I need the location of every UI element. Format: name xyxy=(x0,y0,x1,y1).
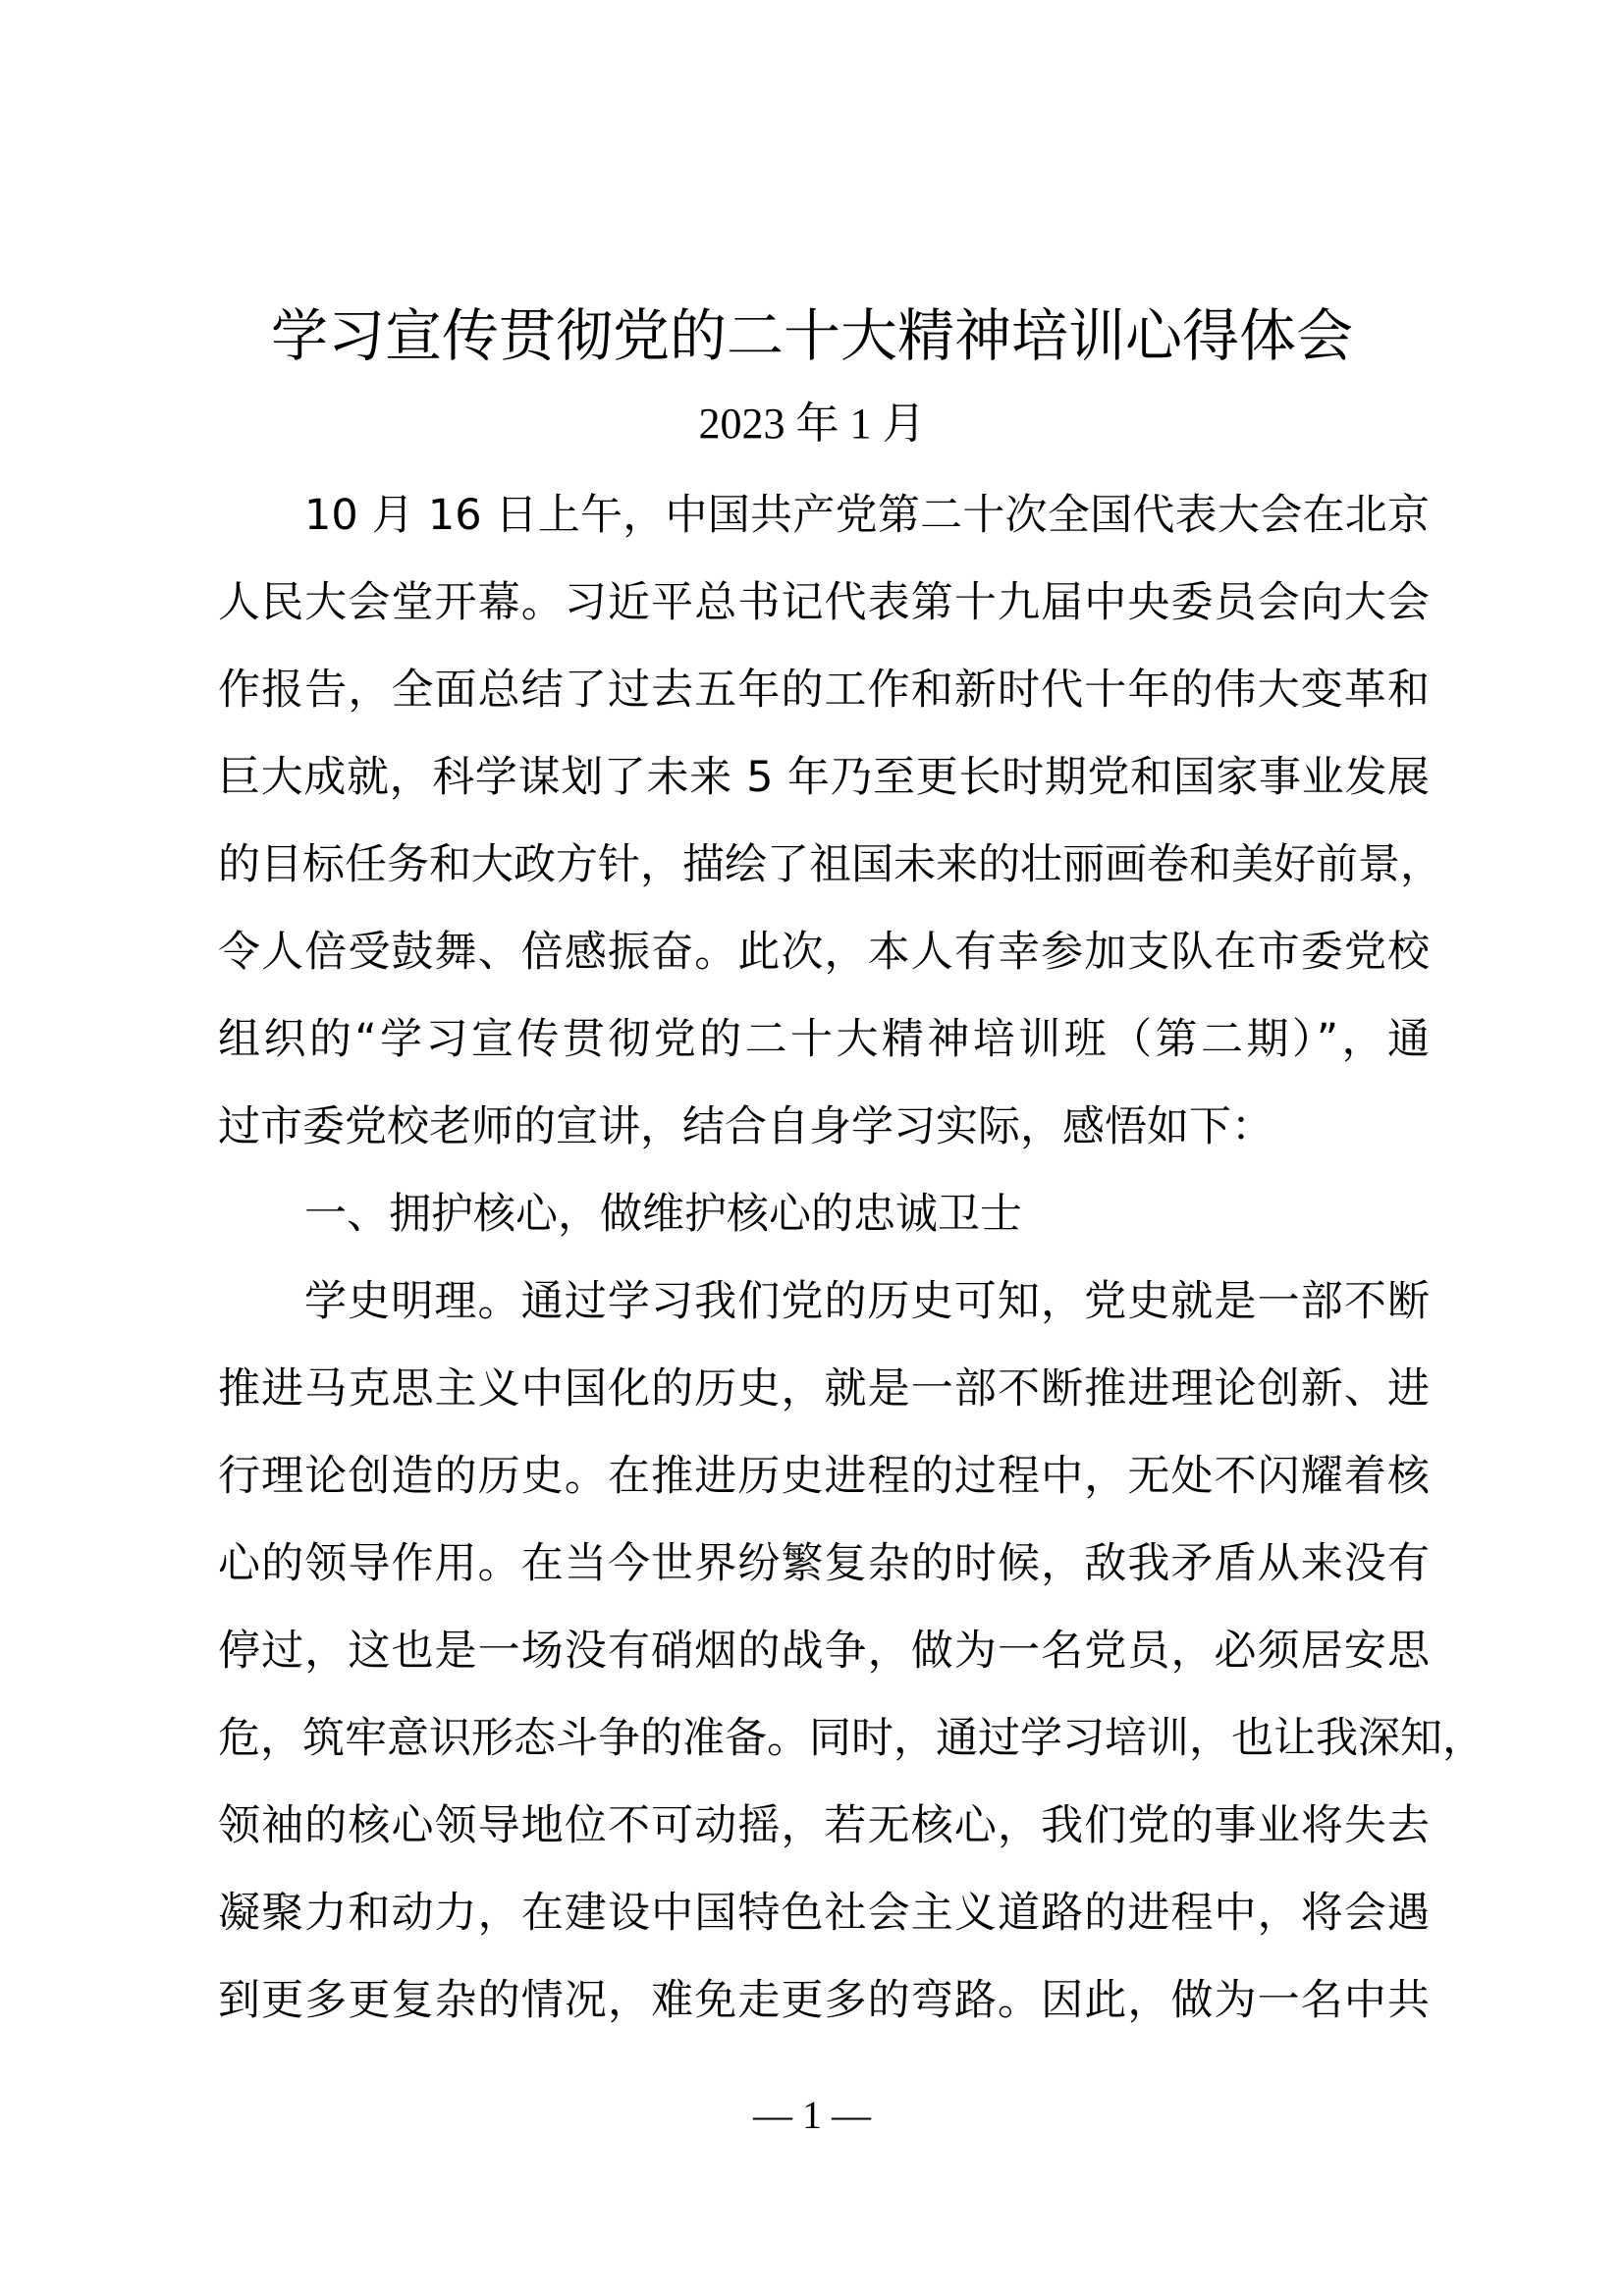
paragraph-line: 到更多更复杂的情况，难免走更多的弯路。因此，做为一名中共 xyxy=(218,1976,1430,2025)
page-number: — 1 — xyxy=(753,2093,871,2137)
paragraph-line: 的目标任务和大政方针，描绘了祖国未来的壮丽画卷和美好前景， xyxy=(218,840,1442,889)
paragraph-line: 凝聚力和动力，在建设中国特色社会主义道路的进程中，将会遇 xyxy=(218,1889,1430,1938)
paragraph-line: 推进马克思主义中国化的历史，就是一部不断推进理论创新、进 xyxy=(218,1364,1430,1414)
document-body xyxy=(218,472,1485,2045)
paragraph-line: 学史明理。通过学习我们党的历史可知，党史就是一部不断 xyxy=(304,1277,1430,1326)
paragraph-line: 心的领导作用。在当今世界纷繁复杂的时候，敌我矛盾从来没有 xyxy=(218,1539,1430,1588)
paragraph-line: 过市委党校老师的宣讲，结合自身学习实际，感悟如下： xyxy=(218,1102,1273,1151)
paragraph-line: 巨大成就，科学谋划了未来 5 年乃至更长时期党和国家事业发展 xyxy=(218,753,1430,802)
paragraph-line: 10 月 16 日上午，中国共产党第二十次全国代表大会在北京 xyxy=(304,491,1430,540)
section-heading: 一、拥护核心，做维护核心的忠诚卫士 xyxy=(304,1190,1022,1239)
paragraph-line: 令人倍受鼓舞、倍感振奋。此次，本人有幸参加支队在市委党校 xyxy=(218,928,1430,977)
paragraph-line: 危，筑牢意识形态斗争的准备。同时，通过学习培训，也让我深知， xyxy=(218,1714,1485,1763)
paragraph-line: 领袖的核心领导地位不可动摇，若无核心，我们党的事业将失去 xyxy=(218,1801,1430,1850)
paragraph-line: 行理论创造的历史。在推进历史进程的过程中，无处不闪耀着核 xyxy=(218,1452,1430,1501)
paragraph-line: 组织的“学习宣传贯彻党的二十大精神培训班（第二期）”，通 xyxy=(218,1015,1430,1064)
document-date: 2023 年 1 月 xyxy=(698,400,926,448)
paragraph-line: 作报告，全面总结了过去五年的工作和新时代十年的伟大变革和 xyxy=(218,666,1430,715)
paragraph-line: 停过，这也是一场没有硝烟的战争，做为一名党员，必须居安思 xyxy=(218,1627,1430,1676)
paragraph-line: 人民大会堂开幕。习近平总书记代表第十九届中央委员会向大会 xyxy=(218,578,1430,627)
document-title: 学习宣传贯彻党的二十大精神培训心得体会 xyxy=(270,302,1353,369)
